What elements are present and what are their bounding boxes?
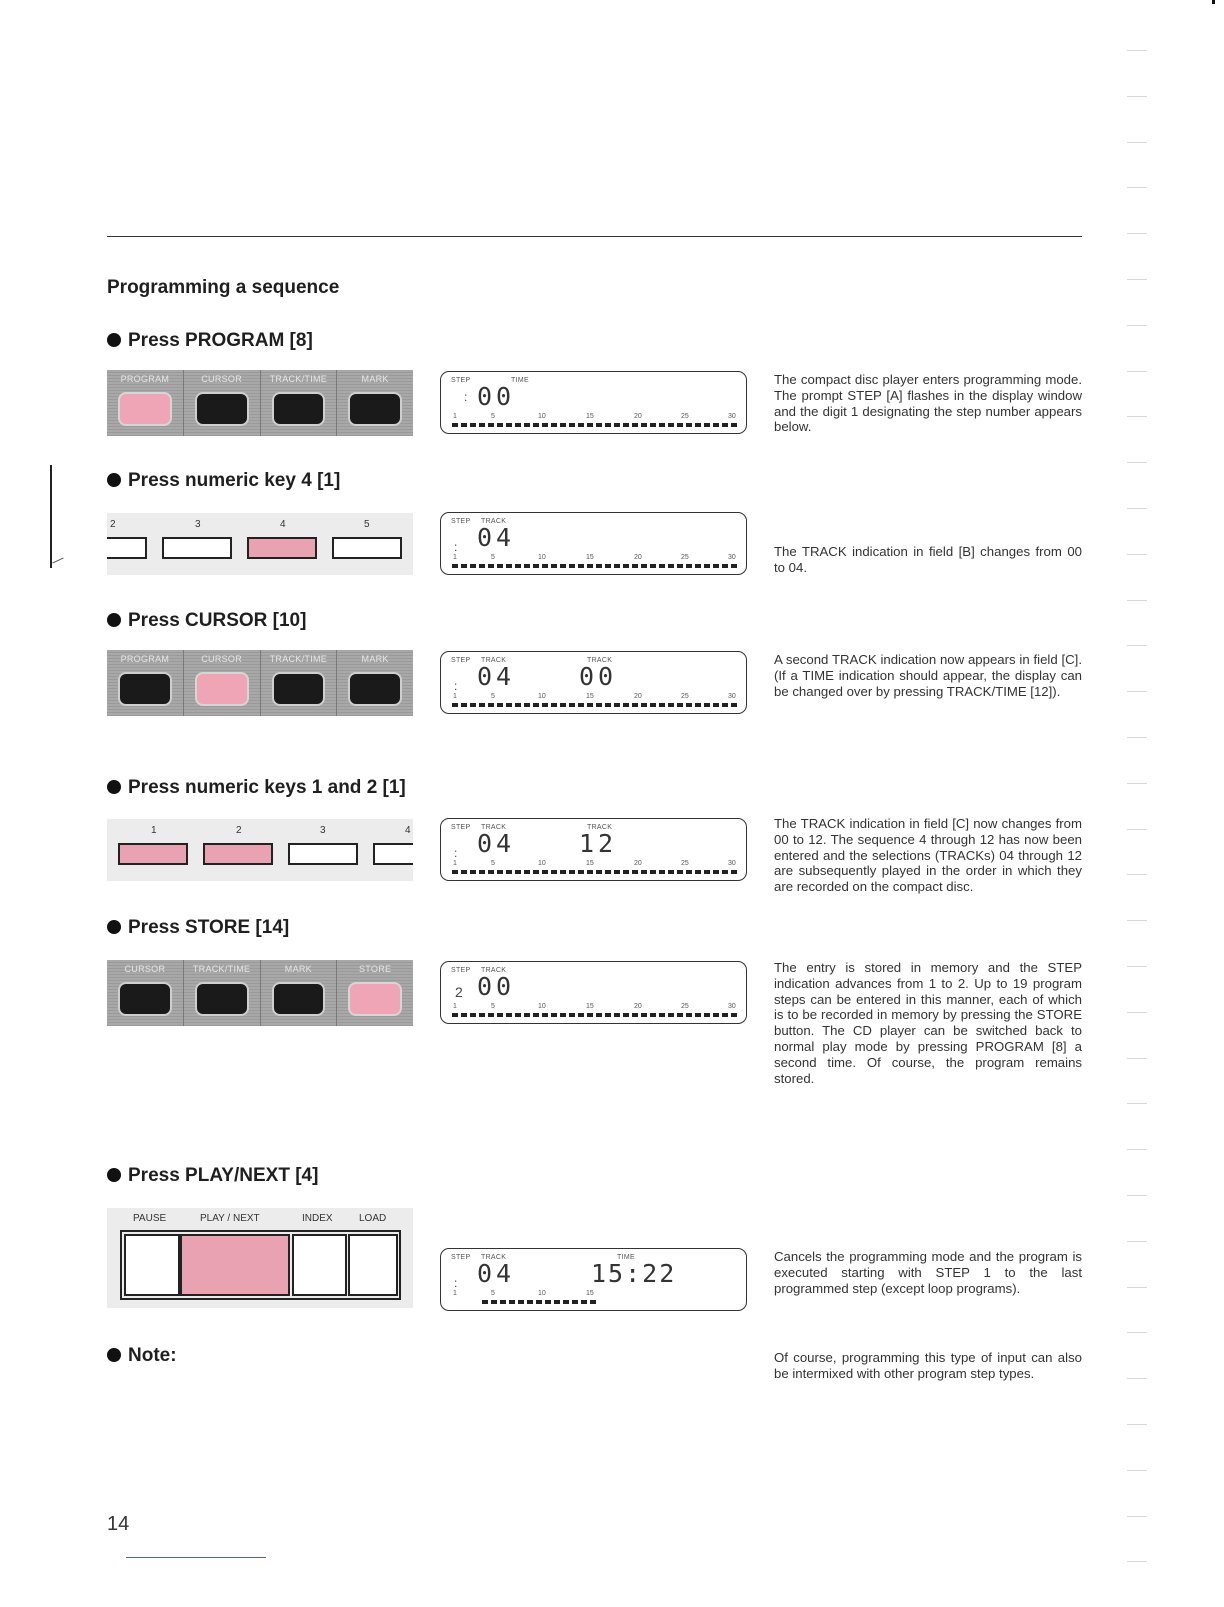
key-label: LOAD: [359, 1213, 387, 1224]
step-heading-2: Press numeric key 4 [1]: [107, 470, 340, 492]
step-description-5: The entry is stored in memory and the STEP indication advances from 1 to 2. Up to 19 program steps can be entered in this manner, each of which is to be recorded in memory by pressing the STORE button. The CD player can be switched back to normal play mode by pressing PROGRAM [8] a second time. Of course, the program remains stored.: [774, 960, 1082, 1086]
key-label: MARK: [284, 964, 312, 974]
track-time-key: [272, 392, 326, 426]
lcd-track-bar: [482, 1300, 599, 1304]
play-next-key: [180, 1234, 290, 1296]
step-heading-5: Press STORE [14]: [107, 917, 289, 939]
key-label: CURSOR: [124, 964, 166, 974]
key-label: 4: [280, 519, 286, 530]
lcd-track-bar: [452, 703, 738, 707]
load-key: [348, 1234, 398, 1296]
bullet-icon: [107, 1348, 121, 1362]
lcd-step-number: :: [464, 390, 468, 404]
key-label: CURSOR: [201, 654, 243, 664]
numeric-key-3: [288, 843, 358, 865]
lcd-scale: 1 5 10 15 20 25 30: [453, 860, 736, 867]
lcd-display-4: [440, 818, 747, 881]
lcd-step-number: :: [454, 846, 458, 860]
key-label: STORE: [358, 964, 392, 974]
numeric-key-1: [118, 843, 188, 865]
lcd-display-3: [440, 651, 747, 714]
lcd-time-digits: 15:22: [591, 1259, 677, 1288]
key-label: 5: [364, 519, 370, 530]
change-bar: [50, 465, 52, 568]
keypad-panel-4: [107, 819, 413, 881]
lcd-digits: 04: [477, 829, 516, 858]
step-heading-1: Press PROGRAM [8]: [107, 330, 313, 352]
key-label: TRACK/TIME: [192, 964, 251, 974]
key-label: CURSOR: [201, 374, 243, 384]
numeric-key-4: [247, 537, 317, 559]
change-bar-tick: [52, 558, 63, 564]
lcd-scale: 1 5 10 15 20 25 30: [453, 554, 736, 561]
note-heading: Note:: [107, 1345, 177, 1367]
keypad-panel-3: [107, 650, 413, 716]
key-label: TRACK/TIME: [269, 654, 328, 664]
lcd-digits: 04: [477, 662, 516, 691]
key-label: PROGRAM: [120, 374, 170, 384]
program-key: [118, 392, 172, 426]
lcd-scale: 1 5 10 15 20 25 30: [453, 693, 736, 700]
lcd-digits-right: 00: [579, 662, 618, 691]
bullet-icon: [107, 613, 121, 627]
track-time-key: [272, 672, 326, 706]
lcd-scale: 1 5 10 15 20 25 30: [453, 1003, 736, 1010]
keypad-panel-1: [107, 370, 413, 436]
key-label: PROGRAM: [120, 654, 170, 664]
lcd-step-number: :: [454, 540, 458, 554]
key-label: MARK: [361, 374, 389, 384]
lcd-step-label: STEP: [451, 967, 471, 974]
keypad-panel-6: [107, 1208, 413, 1308]
lcd-step-number: 2: [455, 984, 463, 1000]
step-heading-3: Press CURSOR [10]: [107, 610, 306, 632]
key-label: 4: [405, 825, 411, 836]
page-number: 14: [107, 1513, 130, 1535]
bullet-icon: [107, 1168, 121, 1182]
keypad-panel-5: [107, 960, 413, 1026]
bullet-icon: [107, 333, 121, 347]
lcd-step-label: STEP: [451, 824, 471, 831]
mark-key: [348, 392, 402, 426]
numeric-key-2: [203, 843, 273, 865]
cursor-key: [118, 982, 172, 1016]
keypad-panel-2: [107, 513, 413, 575]
key-label: 2: [236, 825, 242, 836]
lcd-track-label: TRACK: [481, 657, 507, 664]
lcd-track-bar: [452, 1013, 738, 1017]
key-label: 3: [195, 519, 201, 530]
lcd-step-label: STEP: [451, 518, 471, 525]
lcd-digits: 00: [477, 382, 516, 411]
key-label: 2: [110, 519, 116, 530]
numeric-key-5: [332, 537, 402, 559]
key-label: PAUSE: [133, 1213, 167, 1224]
cursor-key: [195, 392, 249, 426]
lcd-digits: 00: [477, 972, 516, 1001]
numeric-key-4: [373, 843, 413, 865]
lcd-time-label: TIME: [617, 1254, 635, 1261]
lcd-track-label-2: TRACK: [587, 824, 613, 831]
numeric-key-3: [162, 537, 232, 559]
lcd-display-5: [440, 961, 747, 1024]
lcd-track-bar: [452, 423, 738, 427]
key-label: INDEX: [302, 1213, 333, 1224]
lcd-track-bar: [452, 870, 738, 874]
step-description-2: The TRACK indication in field [B] changes from 00 to 04.: [774, 544, 1082, 575]
lcd-step-number: :: [454, 679, 458, 693]
lcd-display-6: [440, 1248, 747, 1311]
step-heading-6: Press PLAY/NEXT [4]: [107, 1165, 318, 1187]
key-label: TRACK/TIME: [269, 374, 328, 384]
lcd-track-bar: [452, 564, 738, 568]
lcd-scale: 1 5 10 15 20 25 30: [453, 413, 736, 420]
lcd-display-2: [440, 512, 747, 575]
mark-key: [272, 982, 326, 1016]
lcd-digits: 04: [477, 523, 516, 552]
key-label: 1: [151, 825, 157, 836]
index-key: [292, 1234, 347, 1296]
lcd-track-label: TRACK: [481, 518, 507, 525]
numeric-key-2: [107, 537, 147, 559]
lcd-track-label-2: TRACK: [587, 657, 613, 664]
lcd-step-label: STEP: [451, 657, 471, 664]
bullet-icon: [107, 780, 121, 794]
section-title: Programming a sequence: [107, 277, 340, 298]
step-description-3: A second TRACK indication now appears in field [C]. (If a TIME indication should appear, the display can be changed over by pressing TRACK/TIME [12]).: [774, 652, 1082, 699]
lcd-step-label: STEP: [451, 377, 471, 384]
bullet-icon: [107, 920, 121, 934]
step-description-1: The compact disc player enters programming mode. The prompt STEP [A] flashes in the display window and the digit 1 designating the step number appears below.: [774, 372, 1082, 435]
lcd-step-label: STEP: [451, 1254, 471, 1261]
bullet-icon: [107, 473, 121, 487]
step-description-4: The TRACK indication in field [C] now changes from 00 to 12. The sequence 4 through 12 has now been entered and the selections (TRACKs) 04 through 12 are subsequently played in the order in which they are recorded on the compact disc.: [774, 816, 1082, 895]
header-rule: [107, 236, 1082, 237]
pause-key: [124, 1234, 180, 1296]
edge-marks: [1127, 50, 1147, 1607]
lcd-digits-right: 12: [579, 829, 618, 858]
corner-mark: [1212, 0, 1215, 4]
key-label: 3: [320, 825, 326, 836]
lcd-track-label: TRACK: [481, 967, 507, 974]
store-key: [348, 982, 402, 1016]
lcd-scale: 1 5 10 15: [453, 1290, 594, 1297]
step-heading-4: Press numeric keys 1 and 2 [1]: [107, 777, 406, 799]
lcd-step-number: :: [454, 1276, 458, 1290]
cursor-key: [195, 672, 249, 706]
key-label: PLAY / NEXT: [200, 1213, 260, 1224]
lcd-digits: 04: [477, 1259, 516, 1288]
footer-line: [126, 1557, 266, 1558]
program-key: [118, 672, 172, 706]
lcd-time-label: TIME: [511, 377, 529, 384]
track-time-key: [195, 982, 249, 1016]
note-text: Of course, programming this type of input can also be intermixed with other program step types.: [774, 1350, 1082, 1381]
key-label: MARK: [361, 654, 389, 664]
step-description-6: Cancels the programming mode and the program is executed starting with STEP 1 to the last programmed step (except loop programs).: [774, 1249, 1082, 1296]
lcd-track-label: TRACK: [481, 824, 507, 831]
mark-key: [348, 672, 402, 706]
lcd-track-label: TRACK: [481, 1254, 507, 1261]
lcd-display-1: [440, 371, 747, 434]
